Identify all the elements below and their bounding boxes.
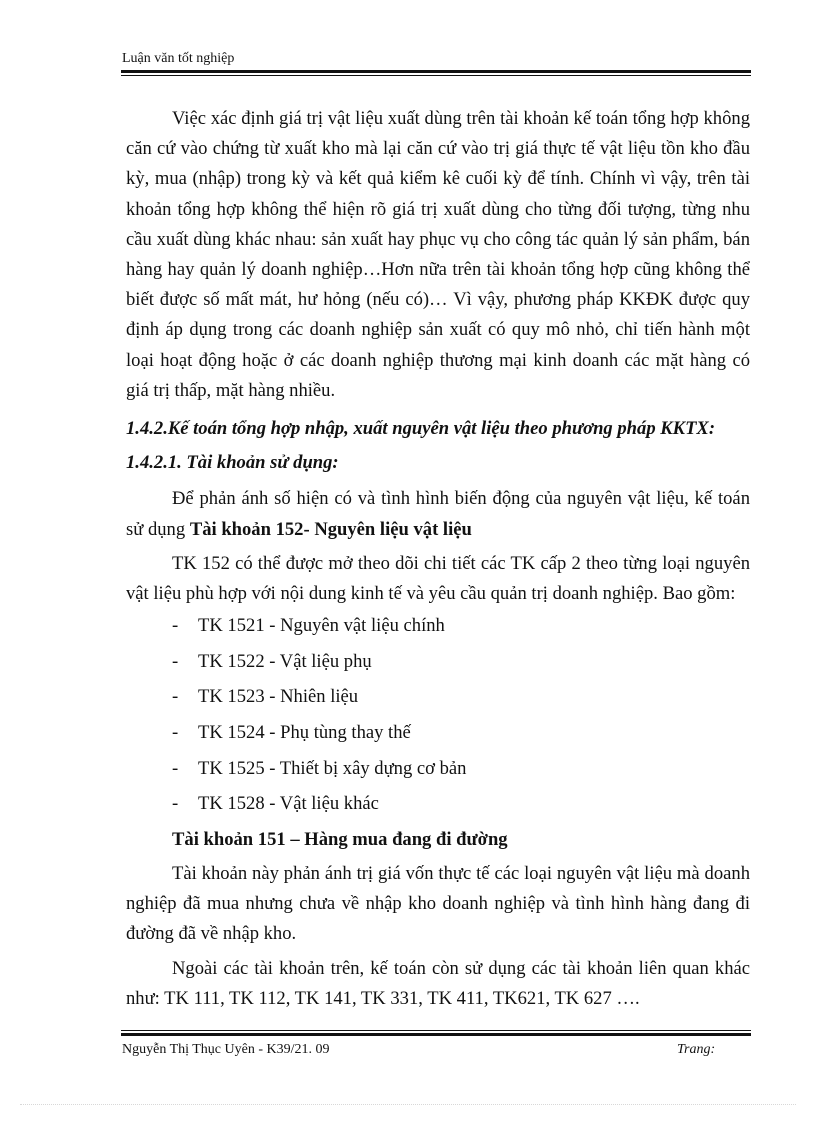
list-dash: - bbox=[172, 793, 179, 815]
footer-page-label: Trang: bbox=[677, 1042, 716, 1057]
list-item-text: TK 1523 - Nhiên liệu bbox=[198, 686, 359, 708]
header-rule bbox=[121, 70, 751, 76]
list-item bbox=[126, 718, 750, 754]
list-dash: - bbox=[172, 757, 179, 779]
footer-rule bbox=[121, 1030, 751, 1036]
list-dash: - bbox=[172, 722, 179, 744]
section-heading-1-4-2-1: 1.4.2.1. Tài khoản sử dụng: bbox=[126, 452, 339, 474]
paragraph-other-accounts: Ngoài các tài khoản trên, kế toán còn sử dụng các tài khoản liên quan khác như: TK 111, TK 112, TK 141, TK 331, TK 411, TK621, TK 627 …. bbox=[126, 957, 750, 1009]
paragraph-account-151: Tài khoản này phản ánh trị giá vốn thực tế các loại nguyên vật liệu mà doanh nghiệp đã mua nhưng chưa về nhập kho doanh nghiệp và tình hình hàng đang đi đường đã về nhập kho. bbox=[126, 863, 750, 945]
list-dash: - bbox=[172, 650, 179, 672]
paragraph-account-152-text: Để phản ánh số hiện có và tình hình biến động của nguyên vật liệu, kế toán sử dụng bbox=[126, 488, 750, 540]
list-item bbox=[126, 647, 750, 683]
running-header: Luận văn tốt nghiệp bbox=[122, 51, 235, 66]
account-151-heading: Tài khoản 151 – Hàng mua đang đi đường bbox=[172, 828, 508, 850]
paragraph-account-152 bbox=[126, 484, 750, 544]
list-item-text: TK 1524 - Phụ tùng thay thế bbox=[198, 722, 411, 744]
list-item bbox=[126, 789, 750, 825]
list-dash: - bbox=[172, 615, 179, 637]
list-item bbox=[126, 682, 750, 718]
paragraph-tk152-detail: TK 152 có thể được mở theo dõi chi tiết các TK cấp 2 theo từng loại nguyên vật liệu phù hợp với nội dung kinh tế và yêu cầu quản trị doanh nghiệp. Bao gồm: bbox=[126, 552, 750, 605]
list-item-text: TK 1528 - Vật liệu khác bbox=[198, 793, 379, 815]
section-heading-1-4-2: 1.4.2.Kế toán tổng hợp nhập, xuất nguyên vật liệu theo phương pháp KKTX: bbox=[126, 418, 716, 440]
list-item bbox=[126, 754, 750, 790]
footer-author: Nguyễn Thị Thục Uyên - K39/21. 09 bbox=[122, 1042, 330, 1057]
account-list bbox=[126, 611, 750, 825]
list-item bbox=[126, 611, 750, 647]
page-edge-dotted-line bbox=[20, 1104, 796, 1105]
page-body bbox=[126, 104, 750, 1014]
list-dash: - bbox=[172, 686, 179, 708]
list-item-text: TK 1525 - Thiết bị xây dựng cơ bản bbox=[198, 757, 467, 779]
list-item-text: TK 1522 - Vật liệu phụ bbox=[198, 650, 372, 672]
account-152-title: Tài khoản 152- Nguyên liệu vật liệu bbox=[189, 518, 472, 540]
paragraph-kkdk: Việc xác định giá trị vật liệu xuất dùng trên tài khoản kế toán tổng hợp không căn cứ vào chứng từ xuất kho mà lại căn cứ vào trị giá thực tế vật liệu tồn kho đầu kỳ, mua (nhập) trong kỳ và kết quả kiểm kê cuối kỳ để tính. Chính vì vậy, trên tài khoản tổng hợp không thể hiện rõ giá trị xuất dùng cho từng đối tượng, từng nhu cầu xuất dùng khác nhau: sản xuất hay phục vụ cho công tác quản lý sản phẩm, bán hàng hay quản lý doanh nghiệp…Hơn nữa trên tài khoản tổng hợp cũng không thể biết được số mất mát, hư hỏng (nếu có)… Vì vậy, phương pháp KKĐK được quy định áp dụng trong các doanh nghiệp sản xuất có quy mô nhỏ, chỉ tiến hành một loại hoạt động hoặc ở các doanh nghiệp thương mại kinh doanh các mặt hàng có giá trị thấp, mặt hàng nhiều. bbox=[126, 108, 750, 401]
list-item-text: TK 1521 - Nguyên vật liệu chính bbox=[198, 615, 445, 637]
